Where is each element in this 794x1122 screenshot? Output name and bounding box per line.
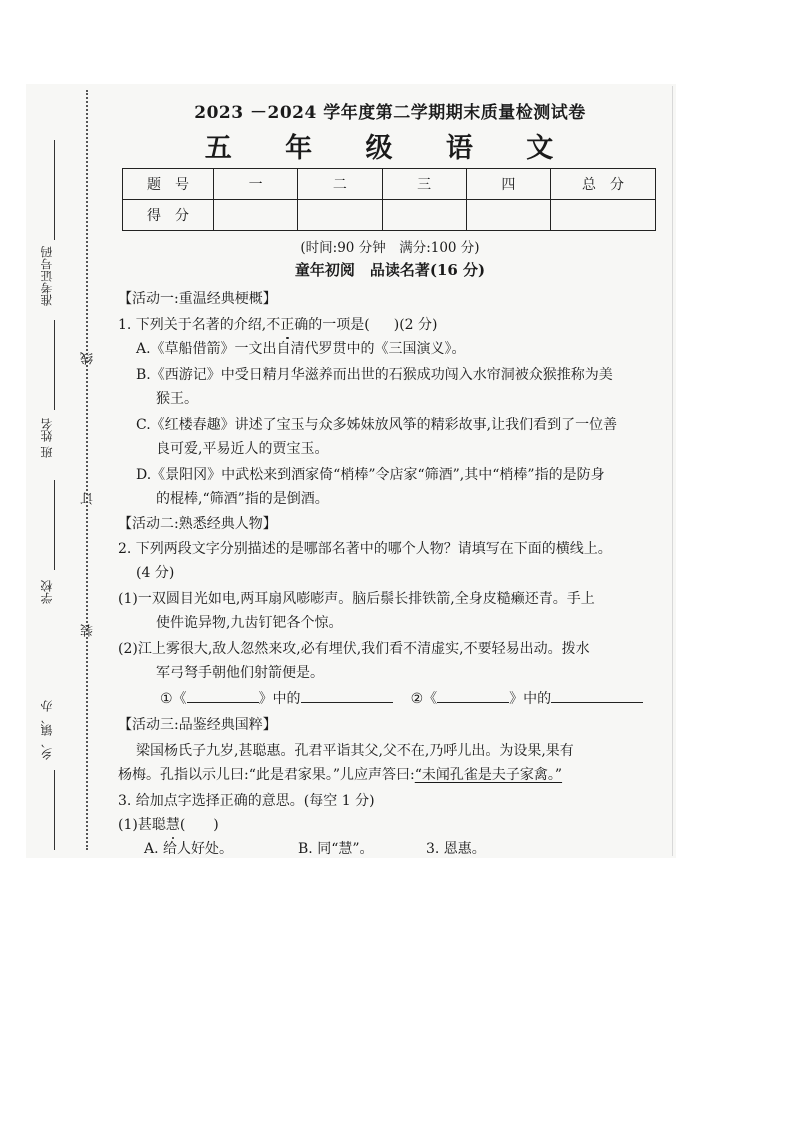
- blank1-open: ①《: [160, 691, 187, 707]
- passage-2-cont: 军弓弩手朝他们射箭便是。: [156, 665, 324, 681]
- classical-passage: 梁国杨氏子九岁,甚聪惠。孔君平诣其父,父不在,乃呼儿出。为设果,果有: [136, 743, 574, 759]
- class-name-blank: [54, 320, 55, 410]
- question-1: [118, 314, 437, 334]
- question-2-score: (4 分): [136, 565, 175, 581]
- score-cell-q3: 三: [382, 169, 466, 200]
- passage-2: (2)江上雾很大,敌人忽然来攻,必有埋伏,我们看不清虚实,不要轻易出动。拨水: [118, 641, 590, 657]
- question-1-text: 1. 下列关于名著的介绍,: [118, 317, 267, 333]
- character-blank-1[interactable]: [301, 688, 393, 703]
- option-d: D.《景阳冈》中武松来到酒家倚“梢棒”令店家“筛酒”,其中“梢棒”指的是防身: [136, 467, 605, 483]
- score-cell-label: 题 号: [123, 169, 214, 200]
- blank1-mid: 》中的: [258, 691, 301, 707]
- question-3-1-dotted: 慧: [166, 814, 180, 834]
- score-entry-q2[interactable]: [298, 200, 382, 231]
- blank2-open: ②《: [410, 691, 438, 707]
- question-2: 2. 下列两段文字分别描述的是哪部名著中的哪个人物？请填写在下面的横线上。: [118, 541, 612, 557]
- option-c: C.《红楼春趣》讲述了宝玉与众多姊妹放风筝的精彩故事,让我们看到了一位善: [136, 417, 618, 433]
- score-entry-q4[interactable]: [466, 200, 550, 231]
- underlined-sentence: “未闻孔雀是夫子家禽。”: [414, 767, 563, 783]
- score-table-score-row: [123, 200, 656, 231]
- page-edge: [672, 86, 673, 856]
- bind-mark-staple: 订: [81, 492, 96, 505]
- class-name-label: 班 姓名: [40, 418, 54, 458]
- option-b-cont: 猴王。: [156, 391, 198, 407]
- score-entry-total[interactable]: [551, 200, 656, 231]
- bind-mark-pack: 装: [81, 624, 96, 637]
- choice-a: A. 给人好处。: [144, 841, 234, 857]
- score-row-label: 得 分: [123, 200, 214, 231]
- book-blank-1[interactable]: [187, 688, 259, 703]
- admission-number-blank: [54, 140, 55, 240]
- town-label: 乡、镇、办: [40, 700, 54, 760]
- binding-dotted-line: [86, 90, 88, 850]
- choice-c: 3. 恩惠。: [426, 841, 486, 857]
- exam-subject: 五 年 级 语 文: [204, 133, 576, 164]
- passage-1: (1)一双圆目光如电,两耳扇风嘭嘭声。脑后鬃长排铁箭,全身皮糙癞还青。手上: [118, 591, 595, 607]
- blank2-mid: 》中的: [509, 691, 552, 707]
- answer-slot-3-1[interactable]: ( ): [179, 817, 219, 833]
- exam-time-info: (时间:90 分钟 满分:100 分): [300, 240, 480, 256]
- score-entry-q3[interactable]: [382, 200, 466, 231]
- activity1-heading: 【活动一:重温经典梗概】: [118, 291, 277, 307]
- classical-passage-text: 杨梅。孔指以示儿曰:“此是君家果。”儿应声答曰:: [118, 767, 415, 783]
- option-b: B.《西游记》中受日精月华滋养而出世的石猴成功闯入水帘洞被众猴推称为美: [136, 367, 613, 383]
- question-3: 3. 给加点字选择正确的意思。(每空 1 分): [118, 793, 375, 809]
- school-blank: [54, 480, 55, 570]
- option-c-cont: 良可爱,平易近人的贾宝玉。: [156, 441, 329, 457]
- book-blank-2[interactable]: [437, 688, 509, 703]
- town-blank: [54, 770, 55, 850]
- score-table-header-row: [123, 169, 656, 200]
- option-d-cont: 的棍棒,“筛酒”指的是倒酒。: [156, 491, 329, 507]
- activity2-heading: 【活动二:熟悉经典人物】: [118, 516, 277, 532]
- activity3-heading: 【活动三:品鉴经典国粹】: [118, 717, 277, 733]
- question-1-score: )(2 分): [393, 317, 438, 333]
- bind-mark-line: 线: [81, 352, 96, 365]
- score-cell-q2: 二: [298, 169, 382, 200]
- score-cell-q4: 四: [466, 169, 550, 200]
- question-1-dotted: 不正确: [266, 314, 308, 334]
- fill-blanks-row: [160, 688, 643, 708]
- question-3-1: [118, 814, 219, 834]
- score-cell-q1: 一: [214, 169, 298, 200]
- score-entry-q1[interactable]: [214, 200, 298, 231]
- exam-title: 2023 －2024 学年度第二学期期末质量检测试卷: [194, 103, 586, 123]
- question-1-text2: 的一项是(: [308, 317, 370, 333]
- score-cell-total: 总 分: [551, 169, 656, 200]
- classical-passage-cont: [118, 764, 562, 784]
- choice-b: B. 同“慧”。: [298, 841, 374, 857]
- passage-1-cont: 使件诡异物,九齿钉钯各个惊。: [156, 615, 343, 631]
- score-table: [122, 168, 656, 231]
- option-a: A.《草船借箭》一文出自清代罗贯中的《三国演义》。: [136, 341, 466, 357]
- character-blank-2[interactable]: [551, 688, 643, 703]
- section-title: 童年初阅 品读名著(16 分): [294, 261, 486, 279]
- school-label: 学校: [40, 580, 54, 604]
- admission-number-label: 准考证号码: [40, 246, 54, 306]
- question-3-1-text: (1)甚聪: [118, 817, 166, 833]
